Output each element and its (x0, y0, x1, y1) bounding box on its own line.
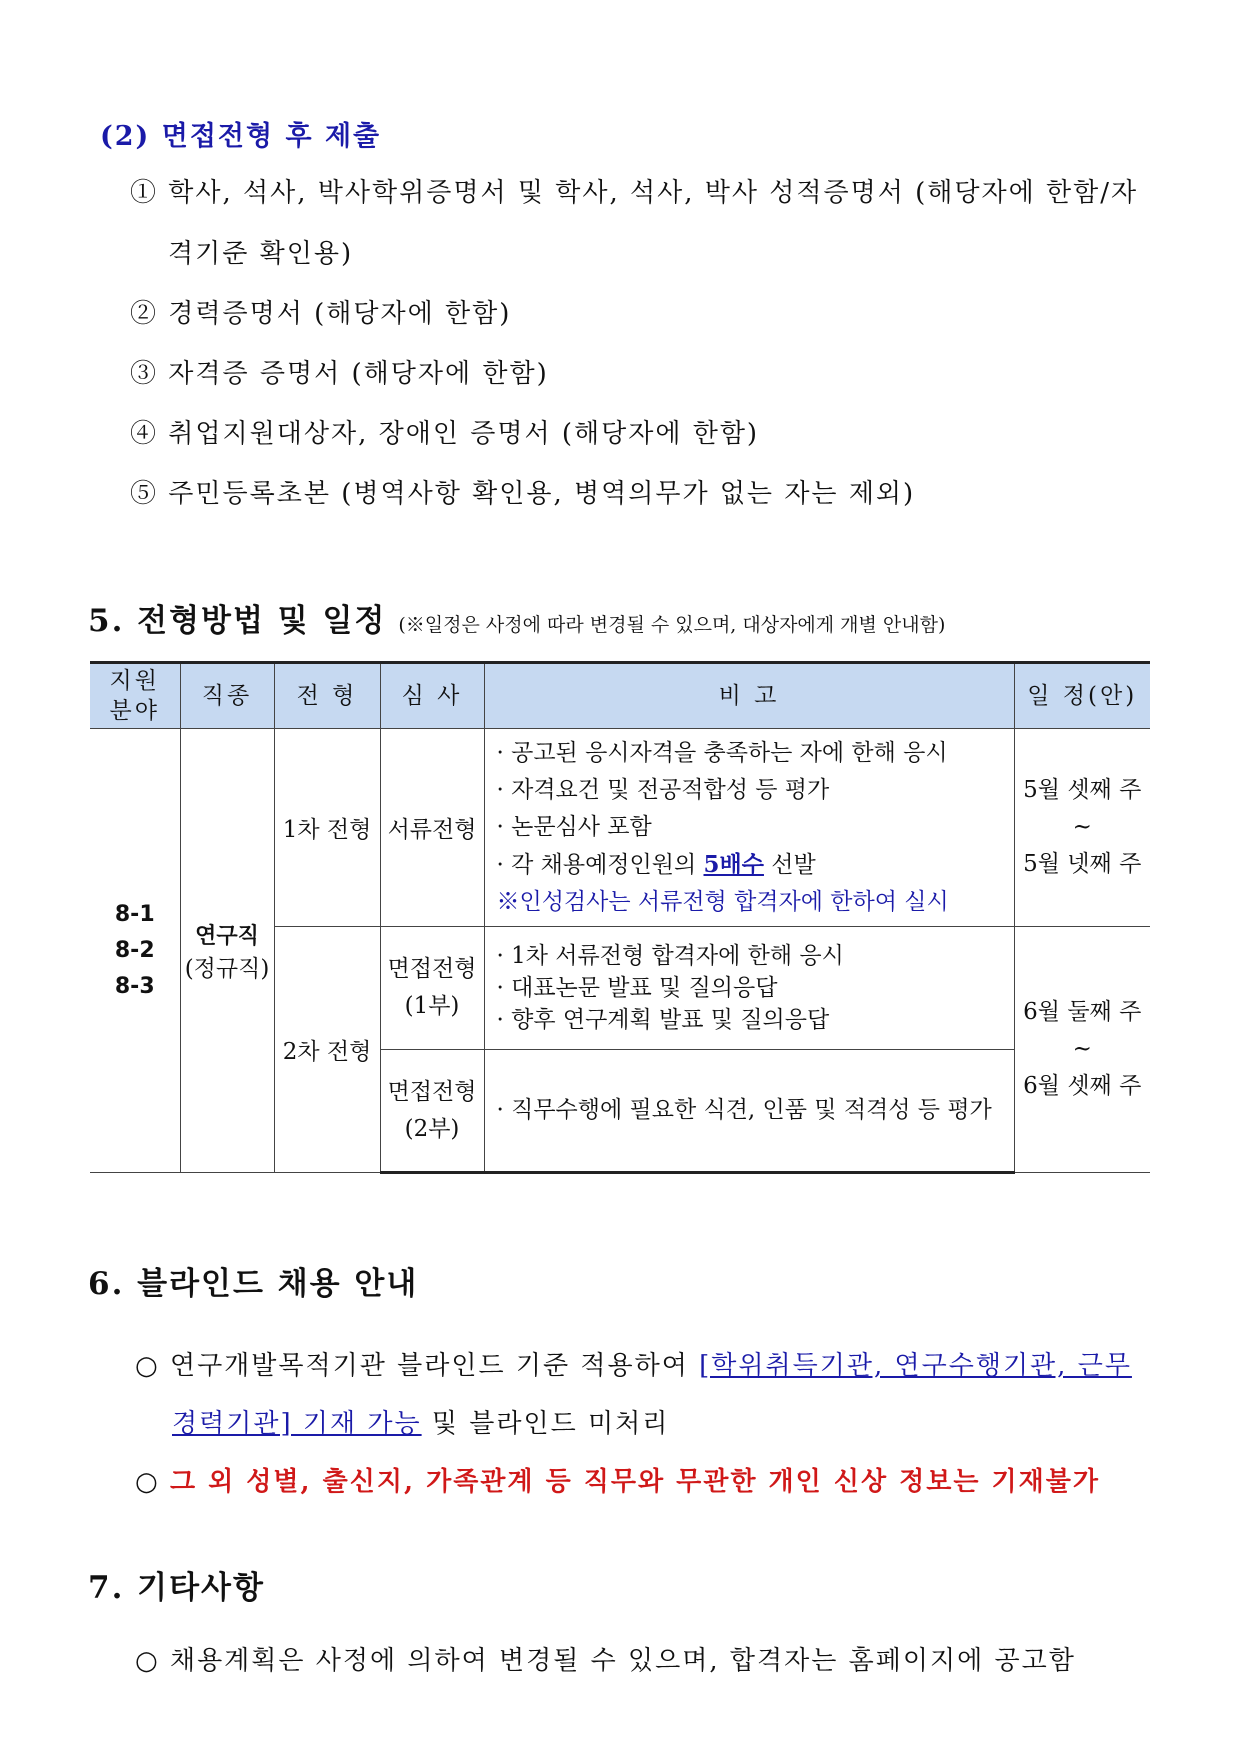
doc-item-5: ⑤ 주민등록초본 (병역사항 확인용, 병역의무가 없는 자는 제외) (130, 479, 916, 509)
job-cell (180, 729, 274, 1173)
doc-item-3: ③ 자격증 증명서 (해당자에 한함) (130, 359, 549, 389)
blind-line-1-em: [학위취득기관, 연구수행기관, 근무 (699, 1351, 1132, 1381)
stage1-name: 1차 전형 (274, 729, 380, 927)
stage2-part1-remark-3: · 향후 연구계획 발표 및 질의응답 (496, 1007, 830, 1033)
blind-line-2-post: 및 블라인드 미처리 (421, 1409, 670, 1439)
stage2-name: 2차 전형 (274, 927, 380, 1173)
section6-title: 6. 블라인드 채용 안내 (88, 1266, 419, 1302)
doc-item-2: ② 경력증명서 (해당자에 한함) (130, 299, 512, 329)
doc-item-1-cont: 격기준 확인용) (168, 239, 354, 269)
stage1-schedule (1014, 729, 1150, 927)
blind-line-1-pre: 연구개발목적기관 블라인드 기준 적용하여 (169, 1351, 700, 1381)
header-area-line2: 분야 (109, 698, 160, 724)
section7-title: 7. 기타사항 (88, 1570, 265, 1606)
stage2-part1-review-line2: (1부) (404, 993, 460, 1019)
job-title: 연구직 (195, 923, 259, 949)
blind-line-2-em: 경력기관] 기재 가능 (172, 1409, 422, 1439)
stage2-schedule-start: 6월 둘째 주 (1023, 999, 1142, 1025)
etc-line-text: 채용계획은 사정에 의하여 변경될 수 있으며, 합격자는 홈페이지에 공고함 (169, 1646, 1076, 1676)
blind-line-3 (135, 1461, 1100, 1498)
section5-title-text: 5. 전형방법 및 일정 (88, 603, 387, 639)
stage2-part1-remarks (484, 927, 1014, 1050)
blind-line-3-red: 그 외 성별, 출신지, 가족관계 등 직무와 무관한 개인 신상 정보는 기재불가 (169, 1467, 1100, 1497)
stage1-remark-2: · 자격요건 및 전공적합성 등 평가 (496, 776, 830, 803)
stage2-part1-remark-1: · 1차 서류전형 합격자에 한해 응시 (496, 943, 844, 969)
bullet-circle: ○ (135, 1646, 160, 1676)
area-8-1: 8-1 (114, 901, 155, 927)
stage2-schedule-end: 6월 셋째 주 (1023, 1073, 1142, 1099)
stage1-remark-note: ※인성검사는 서류전형 합격자에 한하여 실시 (496, 888, 949, 915)
header-stage: 전 형 (274, 663, 380, 729)
stage1-schedule-end: 5월 넷째 주 (1023, 851, 1142, 877)
bullet-circle: ○ (135, 1467, 160, 1497)
stage1-schedule-start: 5월 셋째 주 (1023, 777, 1142, 803)
stage2-part1-review-line1: 면접전형 (387, 956, 477, 982)
stage1-schedule-sep: ~ (1072, 814, 1092, 840)
stage2-part1-remark-2: · 대표논문 발표 및 질의응답 (496, 975, 778, 1001)
stage2-schedule (1014, 927, 1150, 1173)
stage2-part2-review-line2: (2부) (404, 1115, 460, 1142)
section5-note: (※일정은 사정에 따라 변경될 수 있으며, 대상자에게 개별 안내함) (398, 614, 946, 636)
doc-item-4: ④ 취업지원대상자, 장애인 증명서 (해당자에 한함) (130, 419, 760, 449)
header-schedule: 일 정(안) (1014, 663, 1150, 729)
stage2-part2-review (380, 1050, 484, 1173)
stage1-remark-4-em: 5배수 (703, 850, 764, 878)
stage2-schedule-sep: ~ (1072, 1036, 1092, 1062)
stage2-part2-remarks (484, 1050, 1014, 1173)
blind-line-2 (172, 1403, 669, 1440)
area-8-3: 8-3 (114, 973, 155, 999)
header-review: 심 사 (380, 663, 484, 729)
table-header-row (90, 663, 1150, 729)
schedule-table (90, 661, 1150, 1174)
job-sub: (정규직) (184, 955, 270, 982)
bullet-circle: ○ (135, 1351, 160, 1381)
stage2-part2-remark-1: · 직무수행에 필요한 식견, 인품 및 적격성 등 평가 (496, 1097, 992, 1123)
blind-line-1 (135, 1345, 1132, 1382)
header-area (90, 663, 180, 729)
stage1-remark-4-post: 선발 (763, 851, 816, 878)
area-8-2: 8-2 (114, 937, 155, 963)
area-cell (90, 729, 180, 1173)
stage1-remark-3: · 논문심사 포함 (496, 813, 652, 840)
stage1-remark-1: · 공고된 응시자격을 충족하는 자에 한해 응시 (496, 739, 948, 766)
stage1-remark-4-pre: · 각 채용예정인원의 (496, 851, 704, 878)
header-job: 직종 (180, 663, 274, 729)
header-remarks: 비 고 (484, 663, 1014, 729)
section5-title (88, 595, 945, 640)
stage2-part1-review (380, 927, 484, 1050)
stage1-remarks (484, 729, 1014, 927)
doc-item-1: ① 학사, 석사, 박사학위증명서 및 학사, 석사, 박사 성적증명서 (해당자에 한함/자 (130, 178, 1139, 208)
header-area-line1: 지원 (109, 668, 160, 694)
stage2-part2-review-line1: 면접전형 (387, 1078, 477, 1105)
stage1-remark-4 (497, 846, 1014, 884)
etc-line (135, 1640, 1076, 1677)
table-row (90, 729, 1150, 927)
interview-docs-heading: (2) 면접전형 후 제출 (100, 121, 382, 152)
stage1-review: 서류전형 (380, 729, 484, 927)
